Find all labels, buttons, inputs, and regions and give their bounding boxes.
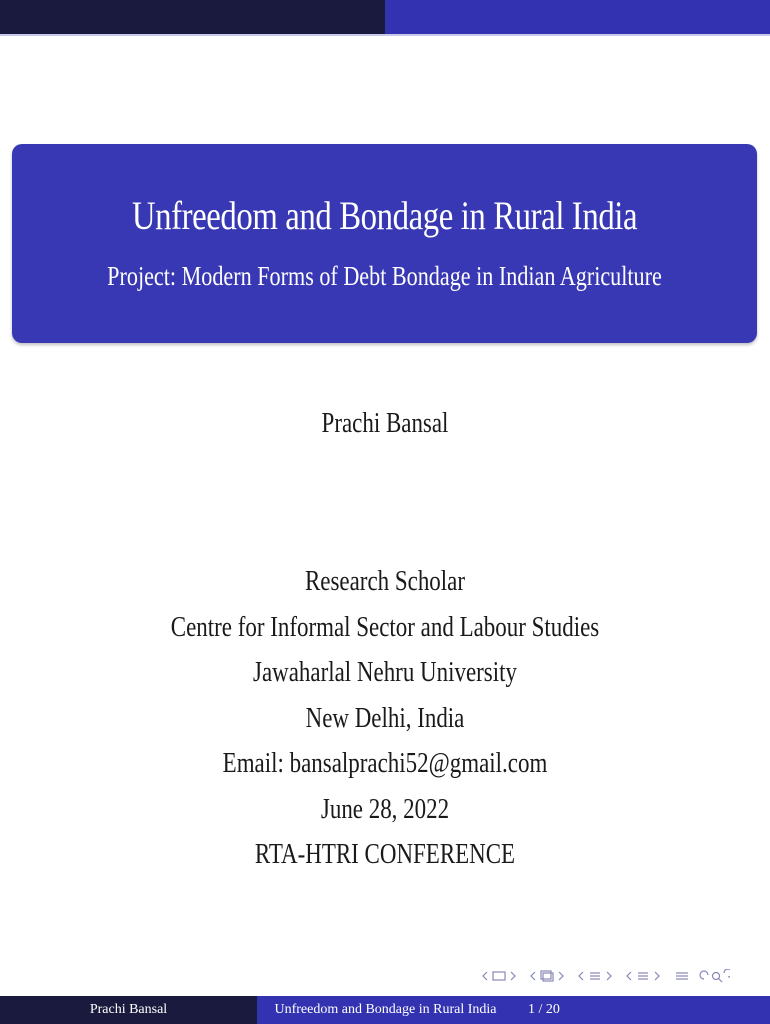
header-bar [0, 0, 770, 36]
author-info [0, 559, 770, 878]
footer-right [257, 996, 770, 1024]
header-bar-right [385, 0, 770, 34]
footer-bar [0, 996, 770, 1024]
slide-subtitle: Project: Modern Forms of Debt Bondage in Indian Agriculture [107, 261, 662, 291]
beamer-navigation [482, 966, 730, 988]
info-line: Email: bansalprachi52@gmail.com [222, 748, 548, 779]
author-name: Prachi Bansal [321, 408, 449, 439]
footer-author: Prachi Bansal [0, 996, 257, 1024]
info-line: New Delhi, India [305, 702, 465, 734]
frame-nav-icon[interactable] [482, 969, 522, 986]
footer-page-number: 1 / 20 [528, 1002, 560, 1017]
search-icon[interactable] [698, 969, 730, 986]
header-divider [0, 34, 770, 36]
slide-title: Unfreedom and Bondage in Rural India [131, 193, 638, 238]
title-block [12, 144, 757, 343]
document-nav-icon[interactable] [626, 969, 666, 986]
info-line: Centre for Informal Sector and Labour Studies [170, 611, 600, 643]
info-line: Research Scholar [304, 566, 466, 597]
header-bar-left [0, 0, 385, 34]
footer-title: Unfreedom and Bondage in Rural India [274, 1002, 497, 1017]
align-icon[interactable] [674, 969, 690, 986]
info-line: June 28, 2022 [320, 793, 450, 825]
info-line: RTA-HTRI CONFERENCE [254, 839, 516, 870]
info-line: Jawaharlal Nehru University [253, 657, 517, 688]
section-nav-icon[interactable] [578, 969, 618, 986]
subsection-nav-icon[interactable] [530, 969, 570, 986]
